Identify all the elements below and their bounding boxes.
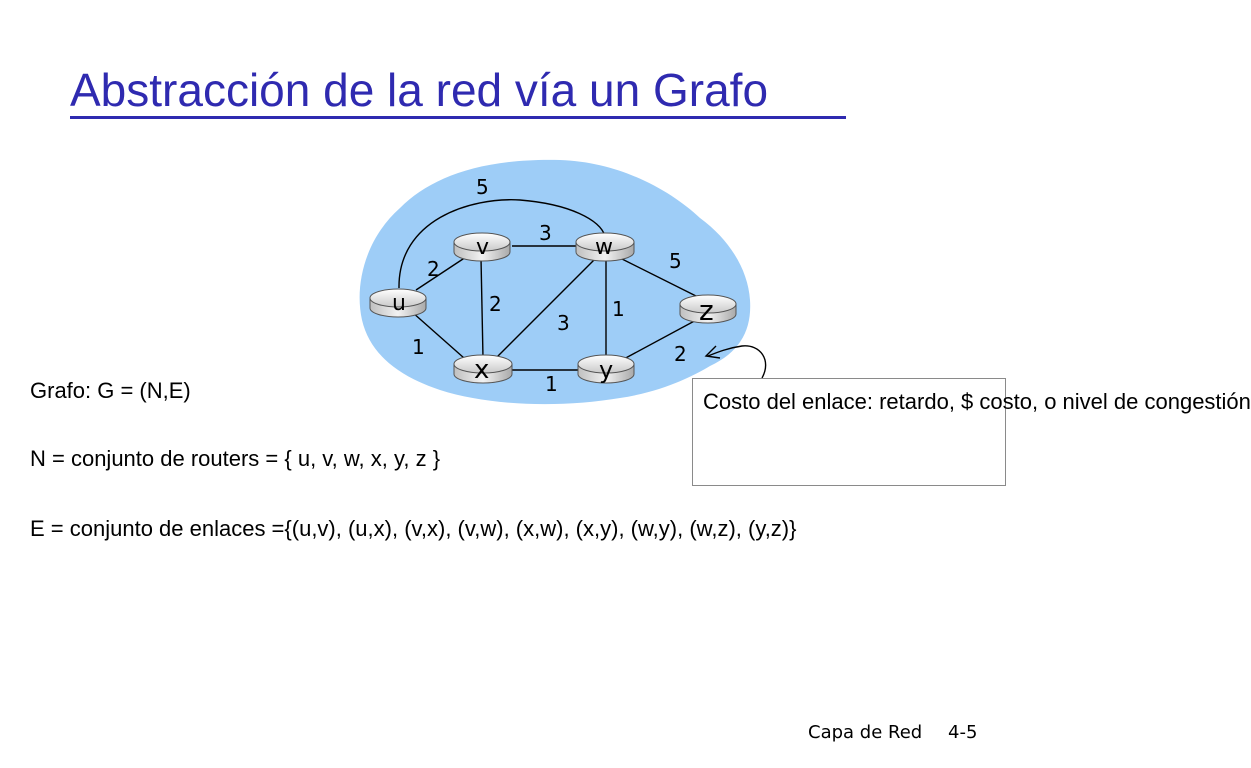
cost-v-w: 3	[539, 221, 552, 245]
node-label-y: y	[599, 356, 614, 384]
cost-y-z: 2	[674, 342, 687, 366]
node-label-z: z	[699, 294, 714, 327]
router-node-v	[454, 233, 510, 261]
edges-definition: E = conjunto de enlaces ={(u,v), (u,x), (v,x), (v,w), (x,w), (x,y), (w,y), (w,z), (y,z)}	[30, 516, 797, 541]
nodes-definition: N = conjunto de routers = { u, v, w, x, y, z }	[30, 446, 441, 471]
cost-u-x: 1	[412, 335, 425, 359]
link-cost-callout	[692, 378, 1251, 486]
cost-w-y: 1	[612, 297, 625, 321]
router-node-x	[454, 355, 512, 385]
cost-x-y: 1	[545, 372, 558, 396]
node-label-u: u	[392, 291, 406, 316]
network-cloud	[360, 160, 751, 404]
cost-v-x: 2	[489, 292, 502, 316]
cost-u-w: 5	[476, 175, 489, 199]
slide-title: Abstracción de la red vía un Grafo	[70, 64, 769, 116]
router-node-w	[576, 233, 634, 261]
cost-u-v: 2	[427, 257, 440, 281]
graph-definition: Grafo: G = (N,E)	[30, 378, 191, 403]
footer-chapter: Capa de Red	[808, 722, 923, 743]
callout-text: Costo del enlace: retardo, $ costo, o nivel de congestión	[703, 389, 1251, 414]
cost-x-w: 3	[557, 311, 570, 335]
node-label-v: v	[476, 235, 490, 260]
node-label-x: x	[474, 355, 490, 385]
node-label-w: w	[595, 235, 613, 260]
router-node-u	[370, 289, 426, 317]
cost-w-z: 5	[669, 249, 682, 273]
footer-page-number: 4-5	[948, 722, 978, 743]
router-node-y	[578, 355, 634, 384]
